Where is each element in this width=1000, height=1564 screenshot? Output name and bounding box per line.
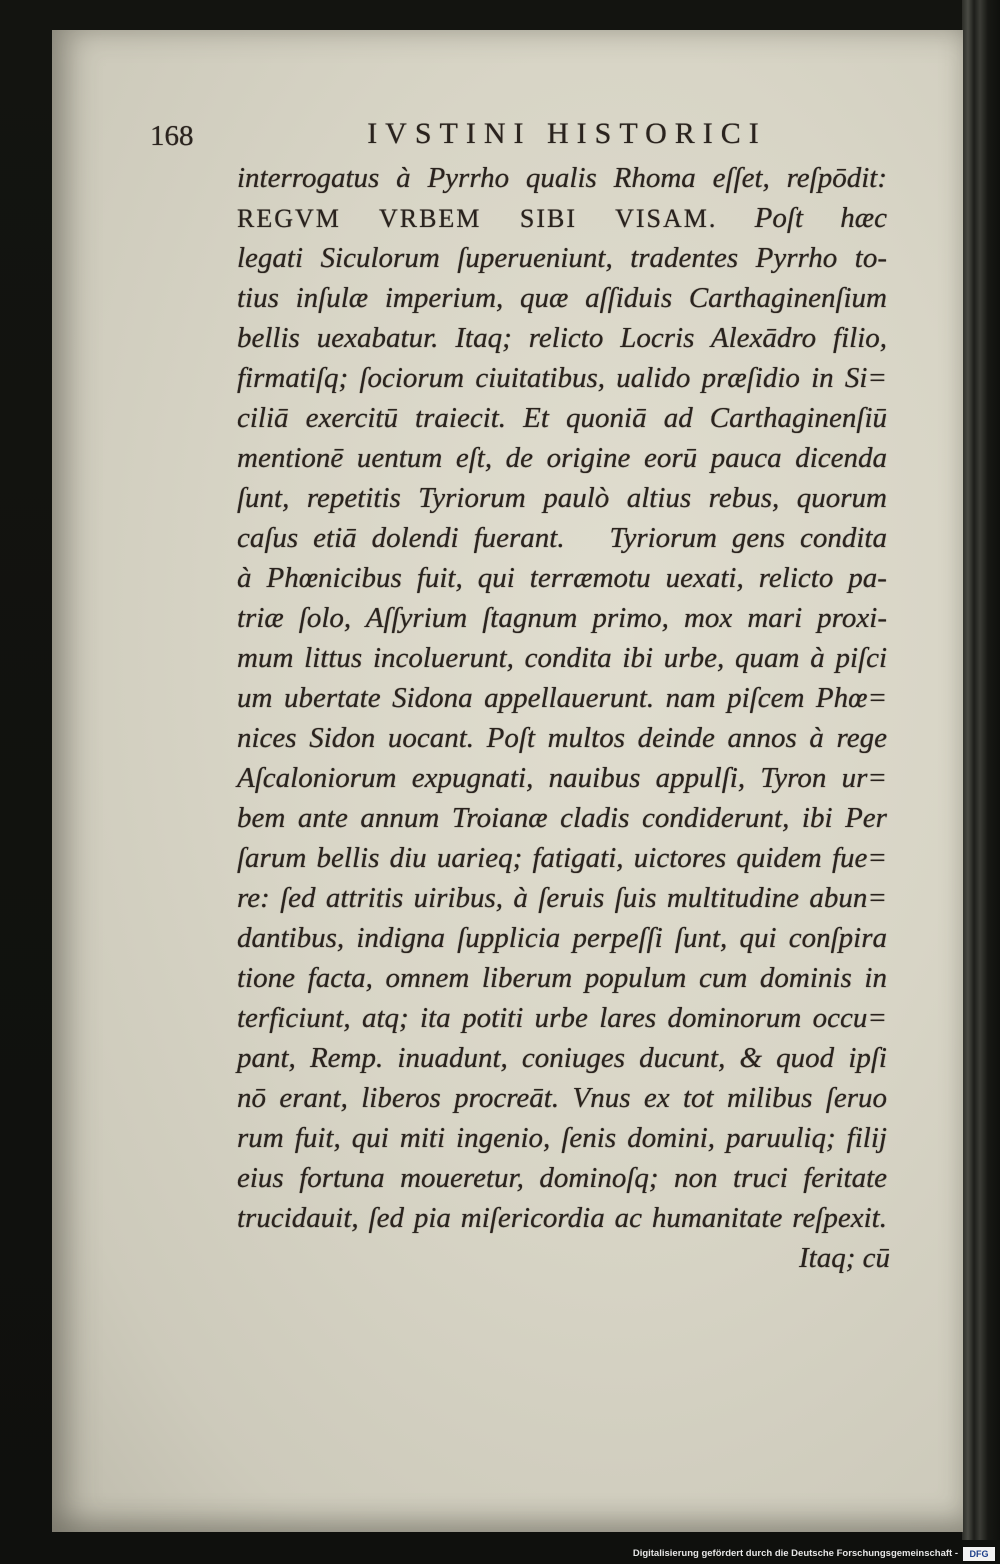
text-line (237, 318, 887, 358)
text-line (237, 638, 887, 678)
text-line (237, 278, 887, 318)
text-line-content: ſarum bellis diu uarieq; fatigati, uictores quidem fue= (237, 842, 887, 874)
text-line-content: tius inſulæ imperium, quæ aſſiduis Carthaginenſium (237, 282, 887, 314)
text-line-content: interrogatus à Pyrrho qualis Rhoma eſſet, reſpōdit: (237, 162, 888, 194)
text-line-content: um ubertate Sidona appellauerunt. nam piſcem Phœ= (237, 682, 888, 714)
book-page (52, 30, 963, 1532)
text-line-content: re: ſed attritis uiribus, à ſeruis ſuis multitudine abun= (237, 882, 887, 914)
text-line (237, 478, 887, 518)
text-line (237, 958, 887, 998)
text-line (237, 878, 887, 918)
text-line (237, 678, 887, 718)
text-line (237, 438, 887, 478)
text-line (237, 398, 887, 438)
caps-text: REGVM VRBEM SIBI VISAM. (237, 204, 718, 233)
text-line-content: rum fuit, qui miti ingenio, ſenis domini, paruuliq; filij (237, 1122, 887, 1154)
text-block (237, 158, 887, 1238)
text-line-content (237, 198, 887, 239)
catchword: Itaq; cū (799, 1242, 890, 1274)
text-line (237, 718, 887, 758)
italic-text: Poſt hæc (754, 202, 887, 234)
text-line-content: dantibus, indigna ſupplicia perpeſſi ſunt, qui conſpira (237, 922, 888, 954)
text-line-content: nō erant, liberos procreāt. Vnus ex tot milibus ſeruo (237, 1082, 888, 1114)
dfg-logo: DFG (963, 1547, 995, 1561)
text-line-content: caſus etiā dolendi fuerant. Tyriorum gens condita (237, 522, 887, 554)
text-line-content: firmatiſq; ſociorum ciuitatibus, ualido præſidio in Si= (237, 362, 887, 394)
text-line (237, 358, 887, 398)
running-title: IVSTINI HISTORICI (367, 117, 767, 150)
text-line (237, 1158, 887, 1198)
footer-credit: Digitalisierung gefördert durch die Deutsche Forschungsgemeinschaft - (632, 1548, 958, 1559)
text-line-content: nices Sidon uocant. Poſt multos deinde annos à rege (237, 722, 887, 754)
text-line (237, 998, 887, 1038)
text-line (237, 558, 887, 598)
text-line (237, 158, 887, 198)
text-line (237, 798, 887, 838)
text-line (237, 598, 887, 638)
text-line (237, 238, 887, 278)
text-line (237, 1198, 887, 1238)
text-line-content: bellis uexabatur. Itaq; relicto Locris Alexādro filio, (237, 322, 888, 354)
text-line-content: Aſcaloniorum expugnati, nauibus appulſi, Tyron ur= (237, 762, 887, 794)
text-line (237, 918, 887, 958)
text-line-content: pant, Remp. inuadunt, coniuges ducunt, & quod ipſi (237, 1042, 887, 1074)
text-line (237, 838, 887, 878)
text-line-content: triæ ſolo, Aſſyrium ſtagnum primo, mox mari proxi- (237, 602, 887, 634)
text-line-content: trucidauit, ſed pia miſericordia ac humanitate reſpexit. (237, 1202, 887, 1234)
page-number: 168 (150, 120, 194, 152)
text-line-content: ciliā exercitū traiecit. Et quoniā ad Carthaginenſiū (237, 402, 888, 434)
text-line-content: bem ante annum Troianæ cladis condiderunt, ibi Per (237, 802, 887, 834)
text-line-content: tione facta, omnem liberum populum cum dominis in (237, 962, 887, 994)
text-line-content: ſunt, repetitis Tyriorum paulò altius rebus, quorum (237, 482, 887, 514)
text-line (237, 1118, 887, 1158)
text-line-content: terficiunt, atq; ita potiti urbe lares dominorum occu= (237, 1002, 887, 1034)
text-line-content: mum littus incoluerunt, condita ibi urbe, quam à piſci (237, 642, 888, 674)
text-line-content: à Phœnicibus fuit, qui terræmotu uexati, relicto pa- (237, 562, 887, 594)
text-line (237, 198, 887, 238)
text-line (237, 758, 887, 798)
text-line-content: legati Siculorum ſuperueniunt, tradentes Pyrrho to- (237, 242, 887, 274)
text-line (237, 1038, 887, 1078)
text-line (237, 1078, 887, 1118)
text-line (237, 518, 887, 558)
text-line-content: mentionē uentum eſt, de origine eorū pauca dicenda (237, 442, 888, 474)
book-fore-edge (962, 0, 1000, 1540)
text-line-content: eius fortuna moueretur, dominoſq; non truci feritate (237, 1162, 888, 1194)
